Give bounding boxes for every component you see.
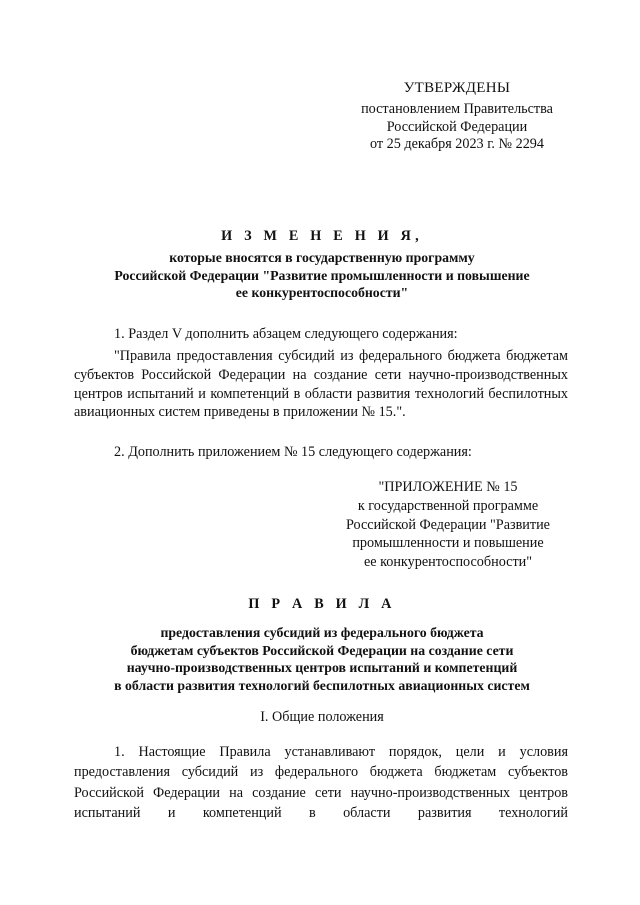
appendix-line-1: "ПРИЛОЖЕНИЕ № 15 [378,479,518,495]
changes-title: И З М Е Н Е Н И Я, [221,228,423,244]
rules-heading [72,596,572,695]
appendix-line-5: ее конкурентоспособности" [363,554,533,571]
changes-subtitle-line-1: которые вносятся в государственную программу [169,249,475,265]
paragraph-1: 1. Раздел V дополнить абзацем следующего содержания: [114,326,458,342]
appendix-header [325,478,571,572]
approval-line-1: постановлением Правительства [361,100,553,117]
paragraph-3: 2. Дополнить приложением № 15 следующего содержания: [114,444,472,460]
approval-line-3: от 25 декабря 2023 г. № 2294 [370,136,544,153]
rules-subtitle-line-2: бюджетам субъектов Российской Федерации на создание сети [130,642,514,658]
rules-title: П Р А В И Л А [248,596,396,612]
approval-stamp [340,80,574,154]
body-paragraph-1: 1. Настоящие Правила устанавливают порядок, цели и условия предоставления субсидий из федерального бюджета бюджетам субъектов Российской Федерации на создание сети научно-производственных центров испытаний и компетенций в области развития технологий [74,744,568,822]
rules-subtitle-line-3: научно-производственных центров испытаний и компетенций [126,660,518,676]
appendix-line-2: к государственной программе [357,497,539,514]
appendix-line-4: промышленности и повышение [352,535,544,552]
changes-subtitle-line-2: Российской Федерации "Развитие промышленности и повышение [114,267,530,283]
changes-subtitle-line-3: ее конкурентоспособности" [235,285,409,301]
rules-subtitle-line-4: в области развития технологий беспилотных авиационных систем [114,678,530,694]
approval-title: УТВЕРЖДЕНЫ [403,80,511,96]
paragraph-2: "Правила предоставления субсидий из федерального бюджета бюджетам субъектов Российской Федерации на создание сети научно-производственных центров испытаний и компетенций в области развития технологий беспилотных авиационных систем приведены в приложении № 15.". [74,348,568,421]
changes-heading [72,228,572,302]
rules-subtitle-line-1: предоставления субсидий из федерального бюджета [160,624,484,640]
approval-line-2: Российской Федерации [386,118,528,135]
section-title: I. Общие положения [260,709,384,725]
appendix-line-3: Российской Федерации "Развитие [346,516,550,533]
